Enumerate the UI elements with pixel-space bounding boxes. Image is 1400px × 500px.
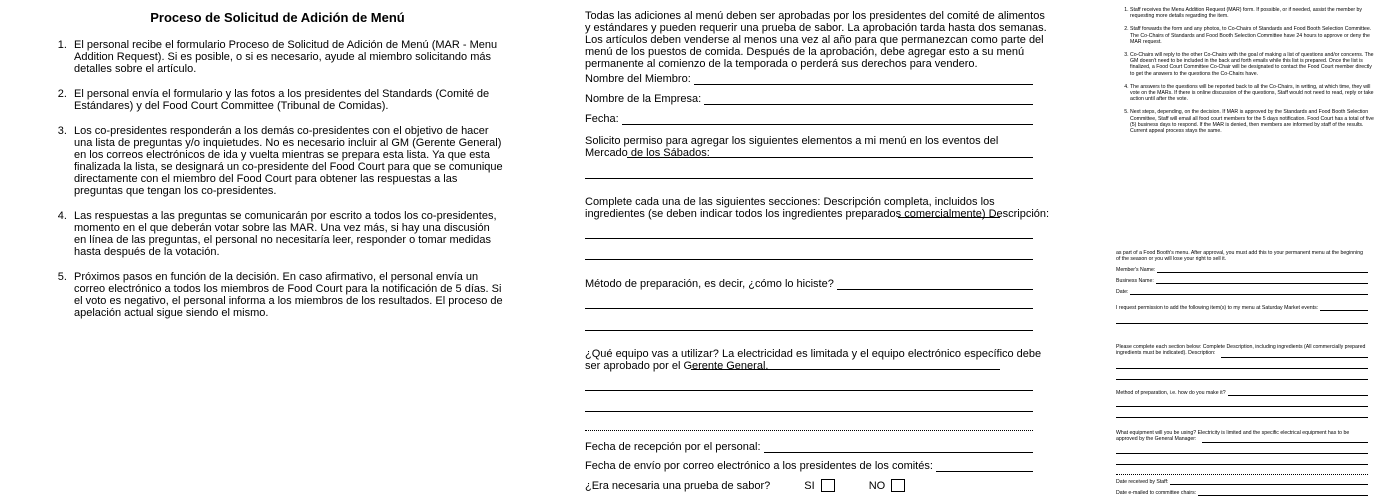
english-date-received-field[interactable] — [1116, 479, 1368, 485]
english-step-4: 4. The answers to the questions will be reported back to all the Co-Chairs, in writing, at which time, they will vote on the MARs. If there is online discussion of the questions, Staff would not need to read, reply or take action until after the vote. — [1130, 84, 1374, 103]
equipment-line-1[interactable] — [691, 369, 1000, 370]
english-method-line-2[interactable] — [1116, 406, 1368, 407]
english-description-line-2[interactable] — [1116, 368, 1368, 369]
english-equipment-line-1[interactable] — [1202, 442, 1368, 443]
no-checkbox[interactable] — [891, 479, 905, 492]
english-member-name-field[interactable] — [1116, 267, 1368, 273]
equipment-text: ¿Qué equipo vas a utilizar? La electricidad es limitada y el equipo electrónico específico debe ser aprobado por el Gerente General. — [585, 348, 1042, 372]
member-name-label: Nombre del Miembro: — [585, 73, 691, 85]
date-field[interactable] — [585, 113, 1033, 125]
yes-label: SI — [804, 479, 815, 492]
english-equipment-line-4[interactable] — [1116, 474, 1368, 475]
process-step-1: 1. El personal recibe el formulario Proceso de Solicitud de Adición de Menú (MAR - Menu Addition Request). Si es posible, o si es necesario, ayude al miembro solicitando más detalles sobre el artículo. — [70, 39, 505, 75]
english-date-emailed-label: Date e-mailed to committee chairs: — [1116, 490, 1197, 496]
date-label: Fecha: — [585, 113, 619, 125]
form-intro: Todas las adiciones al menú deben ser aprobadas por los presidentes del comité de alimentos y estándares y pueden requerir una prueba de sabor. La aprobación tarda hasta dos semanas. Los artículos deben venderse al menos una vez al año para que permanezcan como parte del menú de los puestos de comida. Después de la aprobación, debe agregar esto a su menú permanente al comienzo de la temporada o perderá sus derechos para vendero. — [585, 10, 1047, 70]
english-request-text: I request permission to add the following item(s) to my menu at Saturday Market events: — [1116, 305, 1319, 311]
description-line-2[interactable] — [585, 238, 1033, 239]
process-step-4: 4. Las respuestas a las preguntas se comunicarán por escrito a todos los co-presidentes, momento en el que deberán votar sobre las MAR. Una vez más, si hay una discusión en línea de las preguntas, el personal no necesitaría leer, responder o tomar medidas hasta después de la votación. — [70, 210, 505, 258]
english-date-field[interactable] — [1116, 289, 1368, 295]
equipment-line-4[interactable] — [585, 430, 1033, 431]
equipment-line-2[interactable] — [585, 390, 1033, 391]
english-description-line-3[interactable] — [1116, 379, 1368, 380]
english-step-1: 1. Staff receives the Menu Addition Request (MAR) form. If possible, or if needed, assist the member by requesting more details regarding the item. — [1130, 7, 1374, 19]
english-process-column — [1116, 0, 1374, 141]
english-date-received-label: Date received by Staff: — [1116, 479, 1169, 485]
english-intro: as part of a Food Booth's menu. After approval, you must add this to your permanent menu at the beginning of the season or you will lose your right to sell it. — [1116, 250, 1363, 263]
english-date-label: Date: — [1116, 289, 1129, 295]
description-line-3[interactable] — [585, 259, 1033, 260]
process-title: Proceso de Solicitud de Adición de Menú — [150, 10, 405, 25]
member-name-field[interactable] — [585, 73, 1033, 85]
no-label: NO — [868, 479, 886, 492]
process-column — [50, 0, 505, 332]
english-equipment-line-3[interactable] — [1116, 464, 1368, 465]
date-received-field[interactable] — [585, 441, 1033, 453]
english-process-steps — [1116, 7, 1374, 134]
request-line-1[interactable] — [627, 157, 1033, 158]
english-step-5: 5. Next steps, depending, on the decision. If MAR is approved by the Standards and Food Booth Selection Committee, Staff will email all food court members for the 5 days notification. Food Court has a total of five (5) business days to respond. If the MAR is denied, then members are informed by staff of the results. Current appeal process stays the same. — [1130, 109, 1374, 134]
yes-checkbox[interactable] — [821, 479, 835, 492]
process-steps — [50, 39, 505, 319]
process-step-3: 3. Los co-presidentes responderán a los demás co-presidentes con el objetivo de hacer una lista de preguntas y/o inquietudes. No es necesario incluir al GM (Gerente General) en los correos electrónicos de ida y vuelta mientras se prepara esta lista. Ya que esta finalizada la lista, se designará un co-presidente del Food Court para que se comunique directamente con el miembro del Food Court para obtener las respuestas a las preguntas que tengan los co-presidentes. — [70, 125, 505, 197]
english-method-field[interactable] — [1116, 390, 1368, 396]
process-step-2: 2. El personal envía el formulario y las fotos a los presidentes del Standards (Comité de Estándares) y del Food Court Committee (Tribunal de Comidas). — [70, 88, 505, 112]
method-line-3[interactable] — [585, 330, 1033, 331]
english-step-3: 3. Co-Chairs will reply to the other Co-Chairs with the goal of making a list of questions and/or concerns. The GM doesn't need to be included in the back and forth emails while this list is prepared. Once the list is finalized, a Food Court Committee Co-Chair will be designated to contact the Food Court member directly to get the answers to the questions the Co-Chairs have. — [1130, 52, 1374, 77]
english-request-line-2[interactable] — [1116, 323, 1368, 324]
description-line-1[interactable] — [898, 217, 1000, 218]
english-business-name-field[interactable] — [1116, 278, 1368, 284]
sections-text: Complete cada una de las siguientes secciones: Descripción completa, incluidos los ingredientes (se deben indicar todos los ingredientes preparados comercialmente) Descripción: — [585, 196, 1050, 220]
english-step-2: 2. Staff forwards the form and any photos, to Co-Chairs of Standards and Food Booth Selection Committee. The Co-Chairs of Standards and Food Booth Selection Committee have 24 hours to approve or deny the MAR request. — [1130, 26, 1374, 45]
method-label: Método de preparación, es decir, ¿cómo lo hiciste? — [585, 278, 834, 290]
method-line-2[interactable] — [585, 308, 1033, 309]
english-method-label: Method of preparation, i.e. how do you make it? — [1116, 390, 1226, 396]
date-received-label: Fecha de recepción por el personal: — [585, 441, 761, 453]
english-equipment-text: What equipment will you be using? Electricity is limited and the specific electrical equipment has to be approved by the General Manager: — [1116, 430, 1350, 443]
taste-test-label: ¿Era necesaria una prueba de sabor? — [585, 479, 771, 492]
business-name-field[interactable] — [585, 93, 1033, 105]
english-sections-text: Please complete each section below: Complete Description, including ingredients (All commercially prepared ingredients must be indicated). Description: — [1116, 344, 1366, 357]
english-equipment-line-2[interactable] — [1116, 453, 1368, 454]
method-field[interactable] — [585, 278, 1033, 290]
english-member-name-label: Member's Name: — [1116, 267, 1156, 273]
english-date-emailed-field[interactable] — [1116, 490, 1368, 496]
business-name-label: Nombre de la Empresa: — [585, 93, 702, 105]
request-line-2[interactable] — [585, 178, 1033, 179]
date-emailed-label: Fecha de envío por correo electrónico a los presidentes de los comités: — [585, 460, 933, 472]
english-method-line-3[interactable] — [1116, 417, 1368, 418]
equipment-line-3[interactable] — [585, 411, 1033, 412]
english-description-line-1[interactable] — [1221, 357, 1368, 358]
english-request-field[interactable] — [1116, 305, 1368, 311]
request-text: Solicito permiso para agregar los siguientes elementos a mi menú en los eventos del Mercado de los Sábados: — [585, 135, 999, 159]
english-business-name-label: Business Name: — [1116, 278, 1154, 284]
process-step-5: 5. Próximos pasos en función de la decisión. En caso afirmativo, el personal envía un correo electrónico a todos los miembros de Food Court para la notificación de 5 días. Si el voto es negativo, el personal informa a los miembros de los resultados. El proceso de apelación actual sigue siendo el mismo. — [70, 271, 505, 319]
taste-test-field — [585, 479, 1033, 492]
date-emailed-field[interactable] — [585, 460, 1033, 472]
